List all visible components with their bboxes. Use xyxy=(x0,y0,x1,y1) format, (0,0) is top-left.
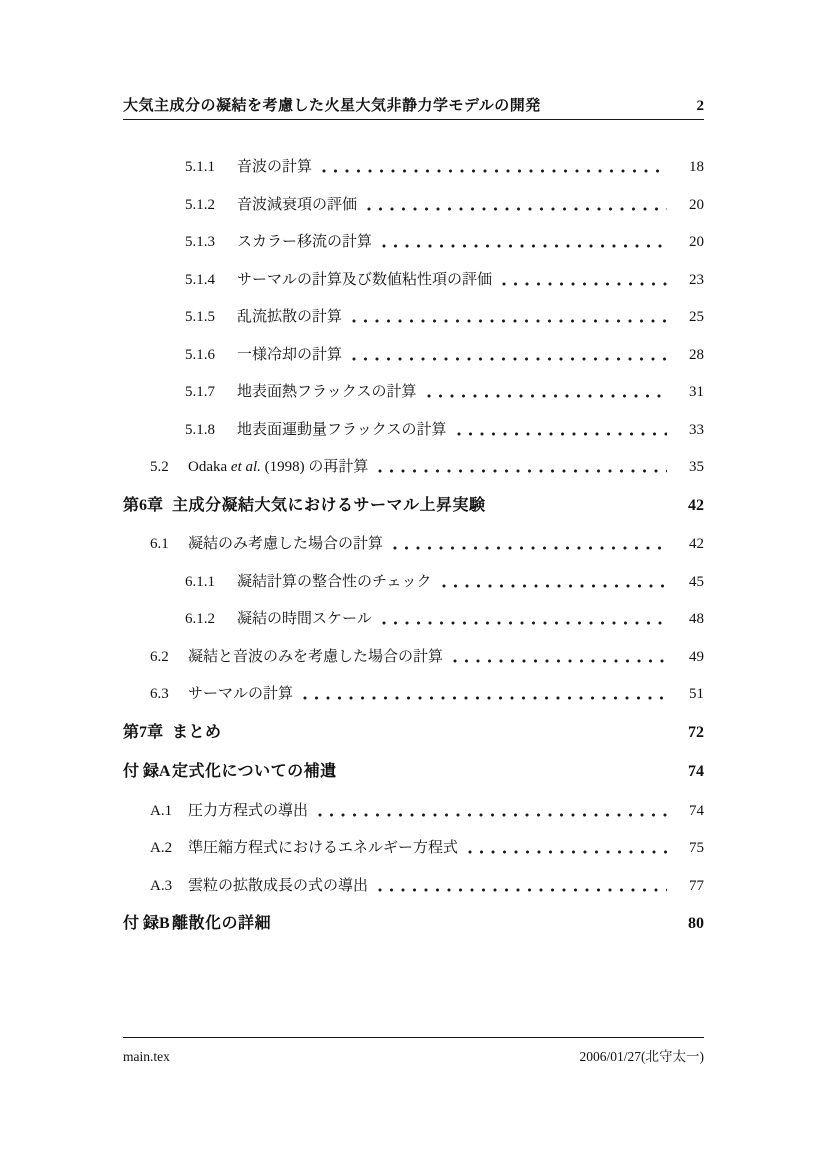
toc-entry-title: 地表面熱フラックスの計算 xyxy=(237,384,417,400)
toc-entry-page: 48 xyxy=(689,611,704,627)
dot-leader xyxy=(378,888,667,892)
toc-entry-page: 42 xyxy=(689,536,704,552)
toc-entry-title: サーマルの計算 xyxy=(188,686,294,702)
toc-entry-title: 凝結と音波のみを考慮した場合の計算 xyxy=(188,648,444,665)
toc-entry-title: 凝結計算の整合性のチェック xyxy=(237,573,432,590)
toc-entry-5-1-6 xyxy=(185,345,704,365)
toc-entry-number: A.1 xyxy=(150,802,173,819)
toc-entry-page: 23 xyxy=(689,271,704,288)
toc-entry-6-1-2 xyxy=(185,609,704,629)
toc-entry-page: 31 xyxy=(689,384,704,400)
dot-leader xyxy=(457,432,667,436)
dot-leader xyxy=(502,282,667,286)
toc-entry-6-1-1 xyxy=(185,572,704,592)
toc-entry-number: 5.1.4 xyxy=(185,271,215,288)
footer-filename: main.tex xyxy=(123,1049,170,1064)
toc-entry-title-italic: et al. xyxy=(230,459,261,475)
toc-entry-number: 6.3 xyxy=(150,686,169,702)
toc-entry-page: 80 xyxy=(688,915,704,932)
toc-entry-page: 75 xyxy=(689,840,704,856)
toc-entry-page: 72 xyxy=(688,723,704,741)
toc-entry-5-1-1 xyxy=(185,157,704,177)
dot-leader xyxy=(318,813,667,817)
toc-entry-title-pre: Odaka xyxy=(188,459,231,475)
toc-entry-title: 凝結のみ考慮した場合の計算 xyxy=(188,536,384,552)
toc-entry-number: 5.1.5 xyxy=(185,309,215,325)
toc-entry-title: 音波の計算 xyxy=(237,159,313,175)
toc-entry-number: 付 録B xyxy=(123,915,170,932)
toc-entry-page: 20 xyxy=(689,196,704,213)
toc-entry-page: 18 xyxy=(689,159,704,175)
toc-entry-title: 離散化の詳細 xyxy=(172,915,272,932)
toc-entry-page: 25 xyxy=(689,309,704,325)
toc-entry-title xyxy=(188,457,368,477)
toc-entry-number: 6.1.1 xyxy=(185,573,215,590)
toc-entry-chapter-6 xyxy=(123,495,704,517)
toc-entry-page: 35 xyxy=(689,459,704,475)
dot-leader xyxy=(427,394,667,398)
toc-entry-appendix-a xyxy=(123,761,704,783)
toc-entry-appendix-b xyxy=(123,913,704,935)
dot-leader xyxy=(453,659,667,663)
toc-entry-page: 42 xyxy=(688,496,704,514)
dot-leader xyxy=(468,850,667,854)
dot-leader xyxy=(367,207,667,211)
toc-entry-5-1-3 xyxy=(185,232,704,252)
toc-entry-title: 音波減衰項の評価 xyxy=(237,196,358,213)
page-footer xyxy=(123,1037,704,1065)
toc-entry-page: 74 xyxy=(688,763,704,780)
toc-entry-5-2 xyxy=(150,457,704,477)
toc-entry-number: 6.1 xyxy=(150,536,169,552)
toc-entry-a-1 xyxy=(150,801,704,821)
toc-entry-6-3 xyxy=(150,684,704,704)
toc-entry-number: 5.1.2 xyxy=(185,196,215,213)
toc-entry-5-1-7 xyxy=(185,382,704,402)
dot-leader xyxy=(322,169,667,173)
toc-entry-page: 51 xyxy=(689,686,704,702)
toc-entry-title: 主成分凝結大気におけるサーマル上昇実験 xyxy=(172,496,486,514)
dot-leader xyxy=(382,621,667,625)
toc-entry-page: 33 xyxy=(689,421,704,438)
dot-leader xyxy=(382,244,667,248)
toc-entry-title: 乱流拡散の計算 xyxy=(237,309,343,325)
toc-entry-number: 付 録A xyxy=(123,763,171,780)
toc-entry-title: まとめ xyxy=(172,723,222,741)
dot-leader xyxy=(352,357,667,361)
toc-entry-page: 74 xyxy=(689,802,704,819)
toc-entry-number: 6.1.2 xyxy=(185,611,215,627)
dot-leader xyxy=(393,546,667,550)
footer-date-author: 2006/01/27(北守太一) xyxy=(579,1049,704,1064)
toc-entry-number: 5.2 xyxy=(150,459,169,475)
header-title: 大気主成分の凝結を考慮した火星大気非静力学モデルの開発 xyxy=(123,97,541,114)
toc-entry-chapter-7 xyxy=(123,722,704,744)
toc-entry-6-1 xyxy=(150,534,704,554)
dot-leader xyxy=(352,319,667,323)
running-header xyxy=(123,97,704,120)
toc-entry-page: 49 xyxy=(689,648,704,665)
toc-entry-number: A.2 xyxy=(150,840,173,856)
toc-entry-page: 45 xyxy=(689,573,704,590)
toc-entry-title: スカラー移流の計算 xyxy=(237,234,373,250)
table-of-contents xyxy=(123,157,704,953)
toc-entry-5-1-8 xyxy=(185,420,704,440)
toc-entry-title: 凝結の時間スケール xyxy=(237,611,372,627)
toc-entry-5-1-2 xyxy=(185,195,704,215)
toc-entry-number: 第6章 xyxy=(123,496,164,514)
toc-entry-title-post: (1998) の再計算 xyxy=(260,459,369,475)
toc-entry-title: 雲粒の拡散成長の式の導出 xyxy=(188,877,369,894)
toc-entry-page: 28 xyxy=(689,346,704,363)
toc-entry-a-2 xyxy=(150,838,704,858)
toc-entry-number: 6.2 xyxy=(150,648,169,665)
toc-entry-title: 地表面運動量フラックスの計算 xyxy=(237,421,447,438)
toc-entry-5-1-5 xyxy=(185,307,704,327)
dot-leader xyxy=(378,469,667,473)
toc-entry-number: A.3 xyxy=(150,877,173,894)
toc-entry-title: 準圧縮方程式におけるエネルギー方程式 xyxy=(188,840,459,856)
toc-entry-number: 5.1.3 xyxy=(185,234,215,250)
toc-entry-title: 圧力方程式の導出 xyxy=(188,802,309,819)
toc-entry-page: 20 xyxy=(689,234,704,250)
header-page-number: 2 xyxy=(696,98,704,114)
dot-leader xyxy=(303,696,667,700)
toc-entry-title: 一様冷却の計算 xyxy=(237,346,343,363)
toc-entry-number: 5.1.7 xyxy=(185,384,215,400)
toc-entry-title: 定式化についての補遺 xyxy=(172,763,337,780)
toc-entry-number: 5.1.6 xyxy=(185,346,215,363)
dot-leader xyxy=(442,584,667,588)
toc-entry-6-2 xyxy=(150,647,704,667)
toc-entry-title: サーマルの計算及び数値粘性項の評価 xyxy=(237,271,493,288)
toc-entry-number: 第7章 xyxy=(123,723,164,741)
toc-entry-number: 5.1.8 xyxy=(185,421,215,438)
toc-entry-5-1-4 xyxy=(185,270,704,290)
toc-entry-a-3 xyxy=(150,876,704,896)
toc-entry-number: 5.1.1 xyxy=(185,159,215,175)
toc-entry-page: 77 xyxy=(689,877,704,894)
